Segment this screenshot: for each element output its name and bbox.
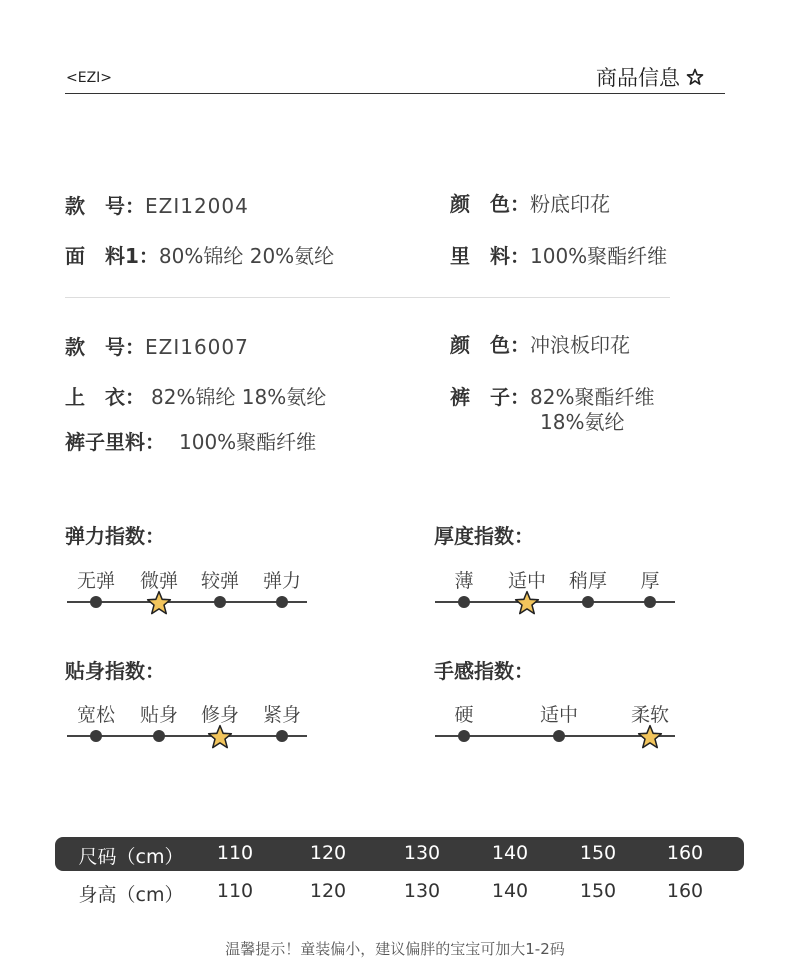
size-row bbox=[55, 837, 744, 871]
style-label: 款 号： bbox=[65, 335, 145, 359]
color-value: 冲浪板印花 bbox=[530, 333, 630, 357]
scale-dot bbox=[276, 596, 288, 608]
style-value: EZI12004 bbox=[145, 194, 249, 218]
page-title bbox=[596, 62, 704, 92]
height-cell: 120 bbox=[309, 880, 347, 902]
scale-option-label: 较弹 bbox=[200, 570, 240, 592]
fabric-label: 面 料1： bbox=[65, 244, 159, 268]
size-cell: 120 bbox=[309, 842, 347, 864]
size-cell: 130 bbox=[403, 842, 441, 864]
product2-color bbox=[450, 329, 630, 358]
scale-option-label: 适中 bbox=[507, 570, 547, 592]
size-cell: 160 bbox=[666, 842, 704, 864]
size-tip: 温馨提示！童装偏小，建议偏胖的宝宝可加大1-2码 bbox=[225, 940, 565, 958]
height-cell: 160 bbox=[666, 880, 704, 902]
selected-star-icon bbox=[637, 724, 663, 750]
scale-option-label: 硬 bbox=[454, 704, 474, 726]
scale-option-label: 贴身 bbox=[139, 704, 179, 726]
scale-dot bbox=[553, 730, 565, 742]
scale-dot bbox=[214, 596, 226, 608]
top-value: 82%锦纶 18%氨纶 bbox=[151, 385, 327, 409]
scale-option-label: 厚 bbox=[640, 570, 660, 592]
scale-option-label: 稍厚 bbox=[568, 570, 608, 592]
scale-option-label: 弹力 bbox=[262, 570, 302, 592]
thickness-scale bbox=[435, 566, 675, 626]
thickness-title: 厚度指数： bbox=[434, 524, 534, 548]
scale-option-label: 薄 bbox=[454, 570, 474, 592]
scale-dot bbox=[276, 730, 288, 742]
size-cell: 110 bbox=[216, 842, 254, 864]
height-cell: 150 bbox=[579, 880, 617, 902]
scale-dot bbox=[458, 596, 470, 608]
size-label: 尺码（cm） bbox=[78, 846, 184, 868]
pants-label: 裤 子： bbox=[450, 385, 530, 409]
scale-line bbox=[67, 735, 307, 737]
size-cell: 140 bbox=[491, 842, 529, 864]
selected-star-icon bbox=[207, 724, 233, 750]
selected-star-icon bbox=[146, 590, 172, 616]
scale-option-label: 紧身 bbox=[262, 704, 302, 726]
height-cell: 140 bbox=[491, 880, 529, 902]
scale-option-label: 宽松 bbox=[76, 704, 116, 726]
scale-line bbox=[67, 601, 307, 603]
fit-title: 贴身指数： bbox=[65, 659, 165, 683]
scale-dot bbox=[90, 730, 102, 742]
header-divider bbox=[65, 93, 725, 94]
height-label: 身高（cm） bbox=[78, 884, 184, 906]
scale-option-label: 微弹 bbox=[139, 570, 179, 592]
selected-star-icon bbox=[514, 590, 540, 616]
fabric-value: 80%锦纶 20%氨纶 bbox=[158, 244, 335, 268]
pants-value-2: 18%氨纶 bbox=[540, 410, 625, 434]
scale-dot bbox=[153, 730, 165, 742]
pants-lining-label: 裤子里料： bbox=[65, 430, 165, 454]
elasticity-scale bbox=[67, 566, 307, 626]
scale-option-label: 柔软 bbox=[630, 704, 670, 726]
scale-option-label: 适中 bbox=[539, 704, 579, 726]
product1-fabric bbox=[65, 240, 334, 269]
product2-pants-lining bbox=[65, 426, 316, 455]
fit-scale bbox=[67, 700, 307, 760]
scale-option-label: 修身 bbox=[200, 704, 240, 726]
color-label: 颜 色： bbox=[450, 333, 530, 357]
feel-scale bbox=[435, 700, 675, 760]
elasticity-title: 弹力指数： bbox=[65, 524, 165, 548]
section-divider bbox=[65, 297, 670, 298]
feel-title: 手感指数： bbox=[434, 659, 534, 683]
height-cell: 130 bbox=[403, 880, 441, 902]
page-title-text: 商品信息 bbox=[596, 66, 680, 90]
product1-color bbox=[450, 188, 610, 217]
product1-lining bbox=[450, 240, 667, 269]
lining-label: 里 料： bbox=[450, 244, 530, 268]
scale-dot bbox=[90, 596, 102, 608]
size-cell: 150 bbox=[579, 842, 617, 864]
pants-value-1: 82%聚酯纤维 bbox=[530, 385, 655, 409]
scale-line bbox=[435, 601, 675, 603]
product2-style bbox=[65, 331, 249, 360]
color-value: 粉底印花 bbox=[530, 192, 610, 216]
scale-option-label: 无弹 bbox=[76, 570, 116, 592]
height-row bbox=[55, 878, 744, 908]
pants-lining-value: 100%聚酯纤维 bbox=[179, 430, 317, 454]
product2-top bbox=[65, 381, 326, 410]
color-label: 颜 色： bbox=[450, 192, 530, 216]
top-label: 上 衣： bbox=[65, 385, 145, 409]
scale-dot bbox=[458, 730, 470, 742]
star-outline-icon bbox=[686, 68, 704, 86]
height-cell: 110 bbox=[216, 880, 254, 902]
lining-value: 100%聚酯纤维 bbox=[530, 244, 668, 268]
brand-logo: <EZI> bbox=[66, 70, 113, 86]
product1-style bbox=[65, 190, 249, 219]
scale-dot bbox=[644, 596, 656, 608]
style-label: 款 号： bbox=[65, 194, 145, 218]
scale-dot bbox=[582, 596, 594, 608]
style-value: EZI16007 bbox=[145, 335, 249, 359]
